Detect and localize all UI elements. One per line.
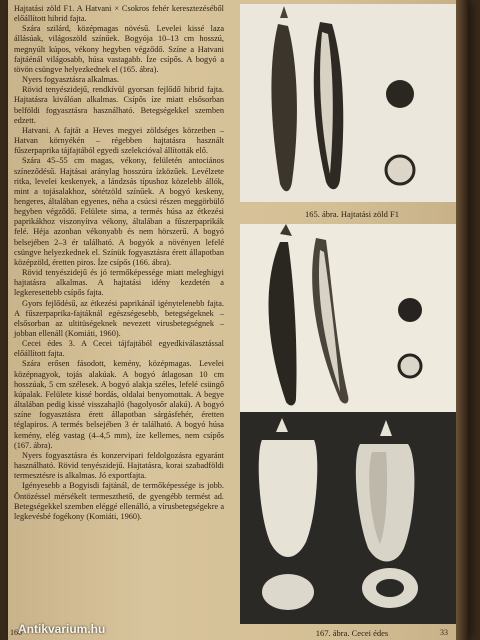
- paragraph: Gyors fejlődésű, az étkezési paprikánál igénytelenebb fajta. A fűszerpaprika-fajtáknál egészségesebb, betegségeknek – elsősorban az ultitüségeknek nevezett virusbetegségnek – jobban ellenáll (Komiáti, 1960).: [14, 298, 224, 338]
- paragraph: Nyers fogyasztásra alkalmas.: [22, 75, 119, 85]
- paragraph: Cecei édes 3. A Cecei tájfajtából egyedkiválasztással előállított fajta.: [14, 339, 224, 359]
- figure-165: [240, 4, 464, 224]
- figure-caption: 167. ábra. Cecei édes: [315, 628, 389, 638]
- page-number-right: 33: [440, 628, 448, 637]
- book-spine-shadow: [456, 0, 468, 640]
- pepper-photo-167: [240, 412, 464, 624]
- pepper-photo-166: [240, 224, 464, 412]
- paragraph: Igényesebb a Bogyisdi fajtánál, de termőképessége is jobb. Öntözéssel mérsékelt termeszthető, de gyengébb termést ad. Betegségekkel szemben eléggé ellenálló, a vírusbetegségekre a legkevésbé fogékony (Komiáti, 1960).: [14, 481, 224, 521]
- paragraph: Szára 45–55 cm magas, vékony, felületén antociános színeződésű. Hajtásai aránylag hosszúra ízközűek. Levélzete ritka, levelei keskenyek, a lándzsás típushoz közelebb állók, mint a tojásalakhoz, sötétzöld színűek. A bogyó keskeny, hengeres, általában egyenes, néha a csúcsi részen meggörbülő hegyben végződő. Felülete sima, a termés húsa az étkezési paprikákhoz viszonyítva vékony, általában a fűszerpaprikák felé. Héja azonban vékonyabb és nem hörszerű. A bogyó belsejében 2–3 ér található. A bogyók a növényen lefelé csüngve helyezkednek el. Színük fogyasztásra érett állapotban középzöld, éretten piros. Íze csípős (166. ábra).: [14, 156, 224, 267]
- paragraph: Nyers fogyasztásra és konzervipari feldolgozásra egyaránt használható. Rövid tenyészidejű. Hajtatásra, korai szabadföldi termesztésre is alkalmas. Jó exportfajta.: [14, 450, 224, 481]
- paragraph: Rövid tenyészidejű és jó termőképessége miatt meleghigyi hajtatásra alkalmas. A hajtatási idény kezdetén a legkeresettebb csípős fajta.: [14, 268, 224, 298]
- paragraph: Szára erősen fásodott, kemény, középmagas. Levelei középnagyok, tojás alakúak. A bogyó átlagosan 10 cm hosszúak, 5 cm szélesek. A bogyó alakja széles, lefelé csüngő kúpalak. Felülete kissé bordás, oldalai benyomottak. A begye általában pedig kissé visszahajló (hagolyosőr alakú). A bogyó színe fogyasztásra érett állapotban sárgásfehér, éretten téglapiros. A termés belsejében 3 ér található. A bogyó húsa kemény, elég vastag (4–4,5 mm), íze kellemes, nem csípős (167. ábra).: [14, 359, 224, 450]
- figure-166: [240, 224, 464, 434]
- figure-167: [240, 412, 464, 640]
- figure-caption: 165. ábra. Hajtatási zöld F1: [305, 209, 399, 219]
- paragraph: Hatvani. A fajtát a Heves megyei zöldséges körzetben – Hatvan környékén – régebben hajtatásra használt fűszerpaprika tájfajtából egyedi szelekcióval állították elő.: [14, 125, 224, 156]
- book-page: [8, 0, 468, 640]
- pepper-photo-165: [240, 4, 464, 202]
- text-column: [14, 4, 224, 522]
- paragraph: Rövid tenyészidejű, rendkívül gyorsan fejlődő hibrid fajta. Hajtatásra kiválóan alkalmas. Csípős íze miatt elsősorban belföldi fogyasztásra használható. Betegségekkel szemben edzett.: [14, 85, 224, 125]
- paragraph: Szára szilárd, középmagas növésű. Levelei kissé laza állásúak, világoszöld színűek. Bogyója 10–13 cm hosszú, megnyúlt kúpos, vékony hegyben végződő. Színe a Hatvani fajtáénál világosabb, húsa vastagabb. Íze csípős. A bogyó a tövön csüngve helyezkednek el (165. ábra).: [14, 24, 224, 74]
- watermark: Antikvarium.hu: [18, 622, 106, 636]
- page-number-left: 166: [10, 628, 22, 637]
- paragraph: Hajtatási zöld F1. A Hatvani × Csokros fehér keresztezéséből előállított hibrid fajta.: [14, 4, 224, 24]
